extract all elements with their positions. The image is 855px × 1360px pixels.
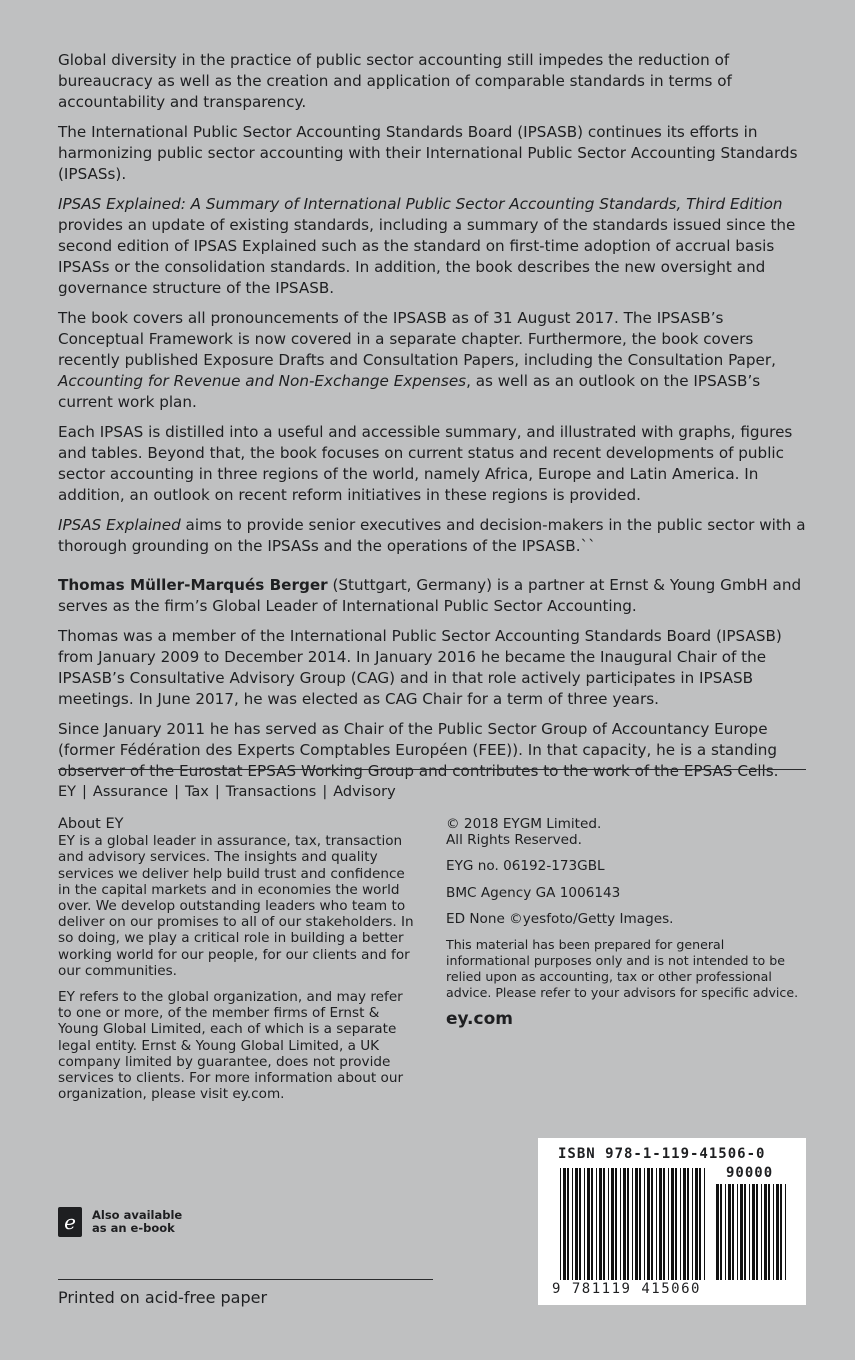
barcode-bar xyxy=(587,1168,590,1280)
about-ey-heading: About EY xyxy=(58,816,124,832)
barcode-bar xyxy=(611,1168,614,1280)
ebook-notice xyxy=(58,1207,182,1237)
barcode-bar xyxy=(659,1168,662,1280)
e-book-icon: e xyxy=(58,1207,82,1237)
barcode-bar xyxy=(756,1184,758,1280)
barcode-bar xyxy=(683,1168,686,1280)
blurb-text: Each IPSAS is distilled into a useful and accessible summary, and illustrated with graphs, figures and tables. Beyond that, the book focuses on current status and recent developments of public sector accounting in three regions of the world, namely Africa, Europe and Latin America. In addition, an outlook on recent reform initiatives in these regions is provided. xyxy=(58,423,793,504)
blurb-paragraph xyxy=(58,308,808,413)
image-credit: ED None ©yesfoto/Getty Images. xyxy=(446,910,674,927)
barcode-bar xyxy=(639,1168,641,1280)
barcode-bar xyxy=(671,1168,674,1280)
blurb-text: , as well as an outlook on the IPSASB’s current work plan. xyxy=(58,372,761,411)
barcode-bar xyxy=(737,1184,738,1280)
barcode-bar xyxy=(695,1168,698,1280)
separator: | xyxy=(322,784,328,800)
barcode-bar xyxy=(591,1168,593,1280)
ebook-text xyxy=(92,1209,182,1235)
barcode-bar xyxy=(572,1168,573,1280)
barcode-bar xyxy=(749,1184,750,1280)
isbn-text: ISBN 978-1-119-41506-0 xyxy=(558,1146,766,1162)
barcode-bar xyxy=(632,1168,633,1280)
service-tax: Tax xyxy=(184,784,209,800)
legal-column xyxy=(446,816,806,1030)
barcode-bar xyxy=(656,1168,657,1280)
blurb-paragraph xyxy=(58,194,808,299)
blurb-text: The International Public Sector Accounting Standards Board (IPSASB) continues its efforts in harmonizing public sector accounting with their International Public Sector Accounting Standards (IPSASs). xyxy=(58,123,798,183)
barcode-bar xyxy=(663,1168,665,1280)
separator: | xyxy=(174,784,179,800)
ey-legal-text: EY refers to the global organization, and may refer to one or more, of the member firms of Ernst & Young Global Limited, each of which is a separate legal entity. Ernst & Young Global Limited, a UK company limited by guarantee, does not provide services to clients. For more information about our organization, please visit ey.com. xyxy=(58,989,404,1103)
eyg-number: EYG no. 06192-173GBL xyxy=(446,858,605,875)
about-ey-column xyxy=(58,816,420,1112)
blurb-text: The book covers all pronouncements of the IPSASB as of 31 August 2017. The IPSASB’s Conceptual Framework is now covered in a separate chapter. Furthermore, the book covers recently published Exposure Drafts and Consultation Papers, including the Consultation Paper, xyxy=(58,309,776,369)
ean-bars xyxy=(560,1168,705,1280)
barcode-bar xyxy=(773,1184,774,1280)
back-cover-blurb xyxy=(58,50,808,791)
barcode-bar xyxy=(720,1184,722,1280)
service-advisory: Advisory xyxy=(333,784,396,800)
divider-bottom xyxy=(58,1279,433,1280)
barcode-bar xyxy=(761,1184,762,1280)
barcode-bar xyxy=(567,1168,569,1280)
separator: | xyxy=(214,784,220,800)
blurb-paragraph xyxy=(58,515,808,557)
blurb-text: Global diversity in the practice of public sector accounting still impedes the reduction of bureaucracy as well as the creation and application of comparable standards in terms of accountability and transparency. xyxy=(58,51,732,111)
barcode-bar xyxy=(620,1168,621,1280)
supplement-bars xyxy=(716,1184,786,1280)
ean-digits: 9 781119 415060 xyxy=(552,1281,701,1297)
book-title-italic: IPSAS Explained: A Summary of International Public Sector Accounting Standards, Third Edition xyxy=(58,195,783,213)
blurb-text: (Stuttgart, Germany) is a partner at Ernst & Young GmbH and serves as the firm’s Global Leader of International Public Sector Accounting. xyxy=(58,576,802,615)
blurb-paragraph xyxy=(58,422,808,506)
blurb-paragraph xyxy=(58,626,808,710)
printed-note: Printed on acid-free paper xyxy=(58,1288,268,1307)
barcode-bar xyxy=(764,1184,767,1280)
author-bio xyxy=(58,575,808,617)
ey-website: ey.com xyxy=(446,1009,513,1030)
barcode-bar xyxy=(716,1184,719,1280)
divider-top xyxy=(58,769,806,770)
about-ey-text: EY is a global leader in assurance, tax, transaction and advisory services. The insights and quality services we deliver help build trust and confidence in the capital markets and in economies the world over. We develop outstanding leaders who team to deliver on our promises to all of our stakeholders. In so doing, we play a critical role in building a better working world for our people, for our clients and for our communities. xyxy=(58,833,414,979)
ebook-line-1: Also available xyxy=(92,1208,183,1222)
blurb-paragraph xyxy=(58,50,808,113)
blurb-text: provides an update of existing standards, including a summary of the standards issued since the second edition of IPSAS Explained such as the standard on first-time adoption of accrual basis IPSASs or the consolidation standards. In addition, the book describes the new oversight and governance structure of the IPSASB. xyxy=(58,216,796,297)
barcode-bar xyxy=(687,1168,689,1280)
barcode-bar xyxy=(675,1168,677,1280)
barcode-bar xyxy=(692,1168,693,1280)
barcode-bar xyxy=(704,1168,705,1280)
barcode-bar xyxy=(584,1168,585,1280)
barcode-bar xyxy=(728,1184,731,1280)
barcode-bar xyxy=(635,1168,638,1280)
blurb-paragraph xyxy=(58,122,808,185)
blurb-text: Since January 2011 he has served as Chair of the Public Sector Group of Accountancy Europe (former Fédération des Experts Comptables Européen (FEE)). In that capacity, he is a standing observer of the Eurostat EPSAS Working Group and contributes to the work of the EPSAS Cells. xyxy=(58,720,779,780)
blurb-text: Thomas was a member of the International Public Sector Accounting Standards Board (IPSASB) from January 2009 to December 2014. In January 2016 he became the Inaugural Chair of the IPSASB’s Consultative Advisory Group (CAG) and in that role actively participates in IPSASB meetings. In June 2017, he was elected as CAG Chair for a term of three years. xyxy=(58,627,782,708)
ey-brand: EY xyxy=(58,784,77,800)
barcode-bar xyxy=(579,1168,581,1280)
barcode-bar xyxy=(560,1168,561,1280)
rights-reserved: All Rights Reserved. xyxy=(446,832,582,849)
bmc-agency: BMC Agency GA 1006143 xyxy=(446,884,621,901)
barcode-bar xyxy=(699,1168,701,1280)
barcode-bar xyxy=(651,1168,653,1280)
ey-service-line xyxy=(58,784,396,800)
barcode-bars xyxy=(538,1138,806,1305)
isbn-barcode xyxy=(538,1138,806,1305)
ebook-line-2: as an e-book xyxy=(92,1221,175,1235)
barcode-bar xyxy=(596,1168,597,1280)
barcode-bar xyxy=(608,1168,609,1280)
service-assurance: Assurance xyxy=(92,784,169,800)
barcode-bar xyxy=(725,1184,726,1280)
barcode-bar xyxy=(752,1184,755,1280)
barcode-bar xyxy=(575,1168,578,1280)
disclaimer: This material has been prepared for general informational purposes only and is not intended to be relied upon as accounting, tax or other professional advice. Please refer to your advisors for specific advice. xyxy=(446,937,799,1001)
copyright: © 2018 EYGM Limited. xyxy=(446,816,602,832)
barcode-bar xyxy=(615,1168,617,1280)
consultation-title-italic: Accounting for Revenue and Non-Exchange Expenses xyxy=(58,372,467,390)
barcode-bar xyxy=(740,1184,743,1280)
barcode-bar xyxy=(780,1184,782,1280)
barcode-bar xyxy=(776,1184,779,1280)
author-name: Thomas Müller-Marqués Berger xyxy=(58,576,328,594)
price-supplement: 90000 xyxy=(726,1165,774,1181)
separator: | xyxy=(82,784,87,800)
barcode-bar xyxy=(563,1168,566,1280)
barcode-bar xyxy=(768,1184,770,1280)
barcode-bar xyxy=(623,1168,626,1280)
barcode-bar xyxy=(627,1168,629,1280)
barcode-bar xyxy=(785,1184,786,1280)
barcode-bar xyxy=(603,1168,605,1280)
barcode-bar xyxy=(732,1184,734,1280)
barcode-bar xyxy=(647,1168,650,1280)
blurb-paragraph xyxy=(58,719,808,782)
service-transactions: Transactions xyxy=(225,784,317,800)
book-title-italic: IPSAS Explained xyxy=(58,516,181,534)
barcode-bar xyxy=(599,1168,602,1280)
barcode-bar xyxy=(680,1168,681,1280)
barcode-bar xyxy=(744,1184,746,1280)
blurb-text: aims to provide senior executives and decision-makers in the public sector with a thorough grounding on the IPSASs and the operations of the IPSASB.`` xyxy=(58,516,806,555)
barcode-bar xyxy=(644,1168,645,1280)
barcode-bar xyxy=(668,1168,669,1280)
